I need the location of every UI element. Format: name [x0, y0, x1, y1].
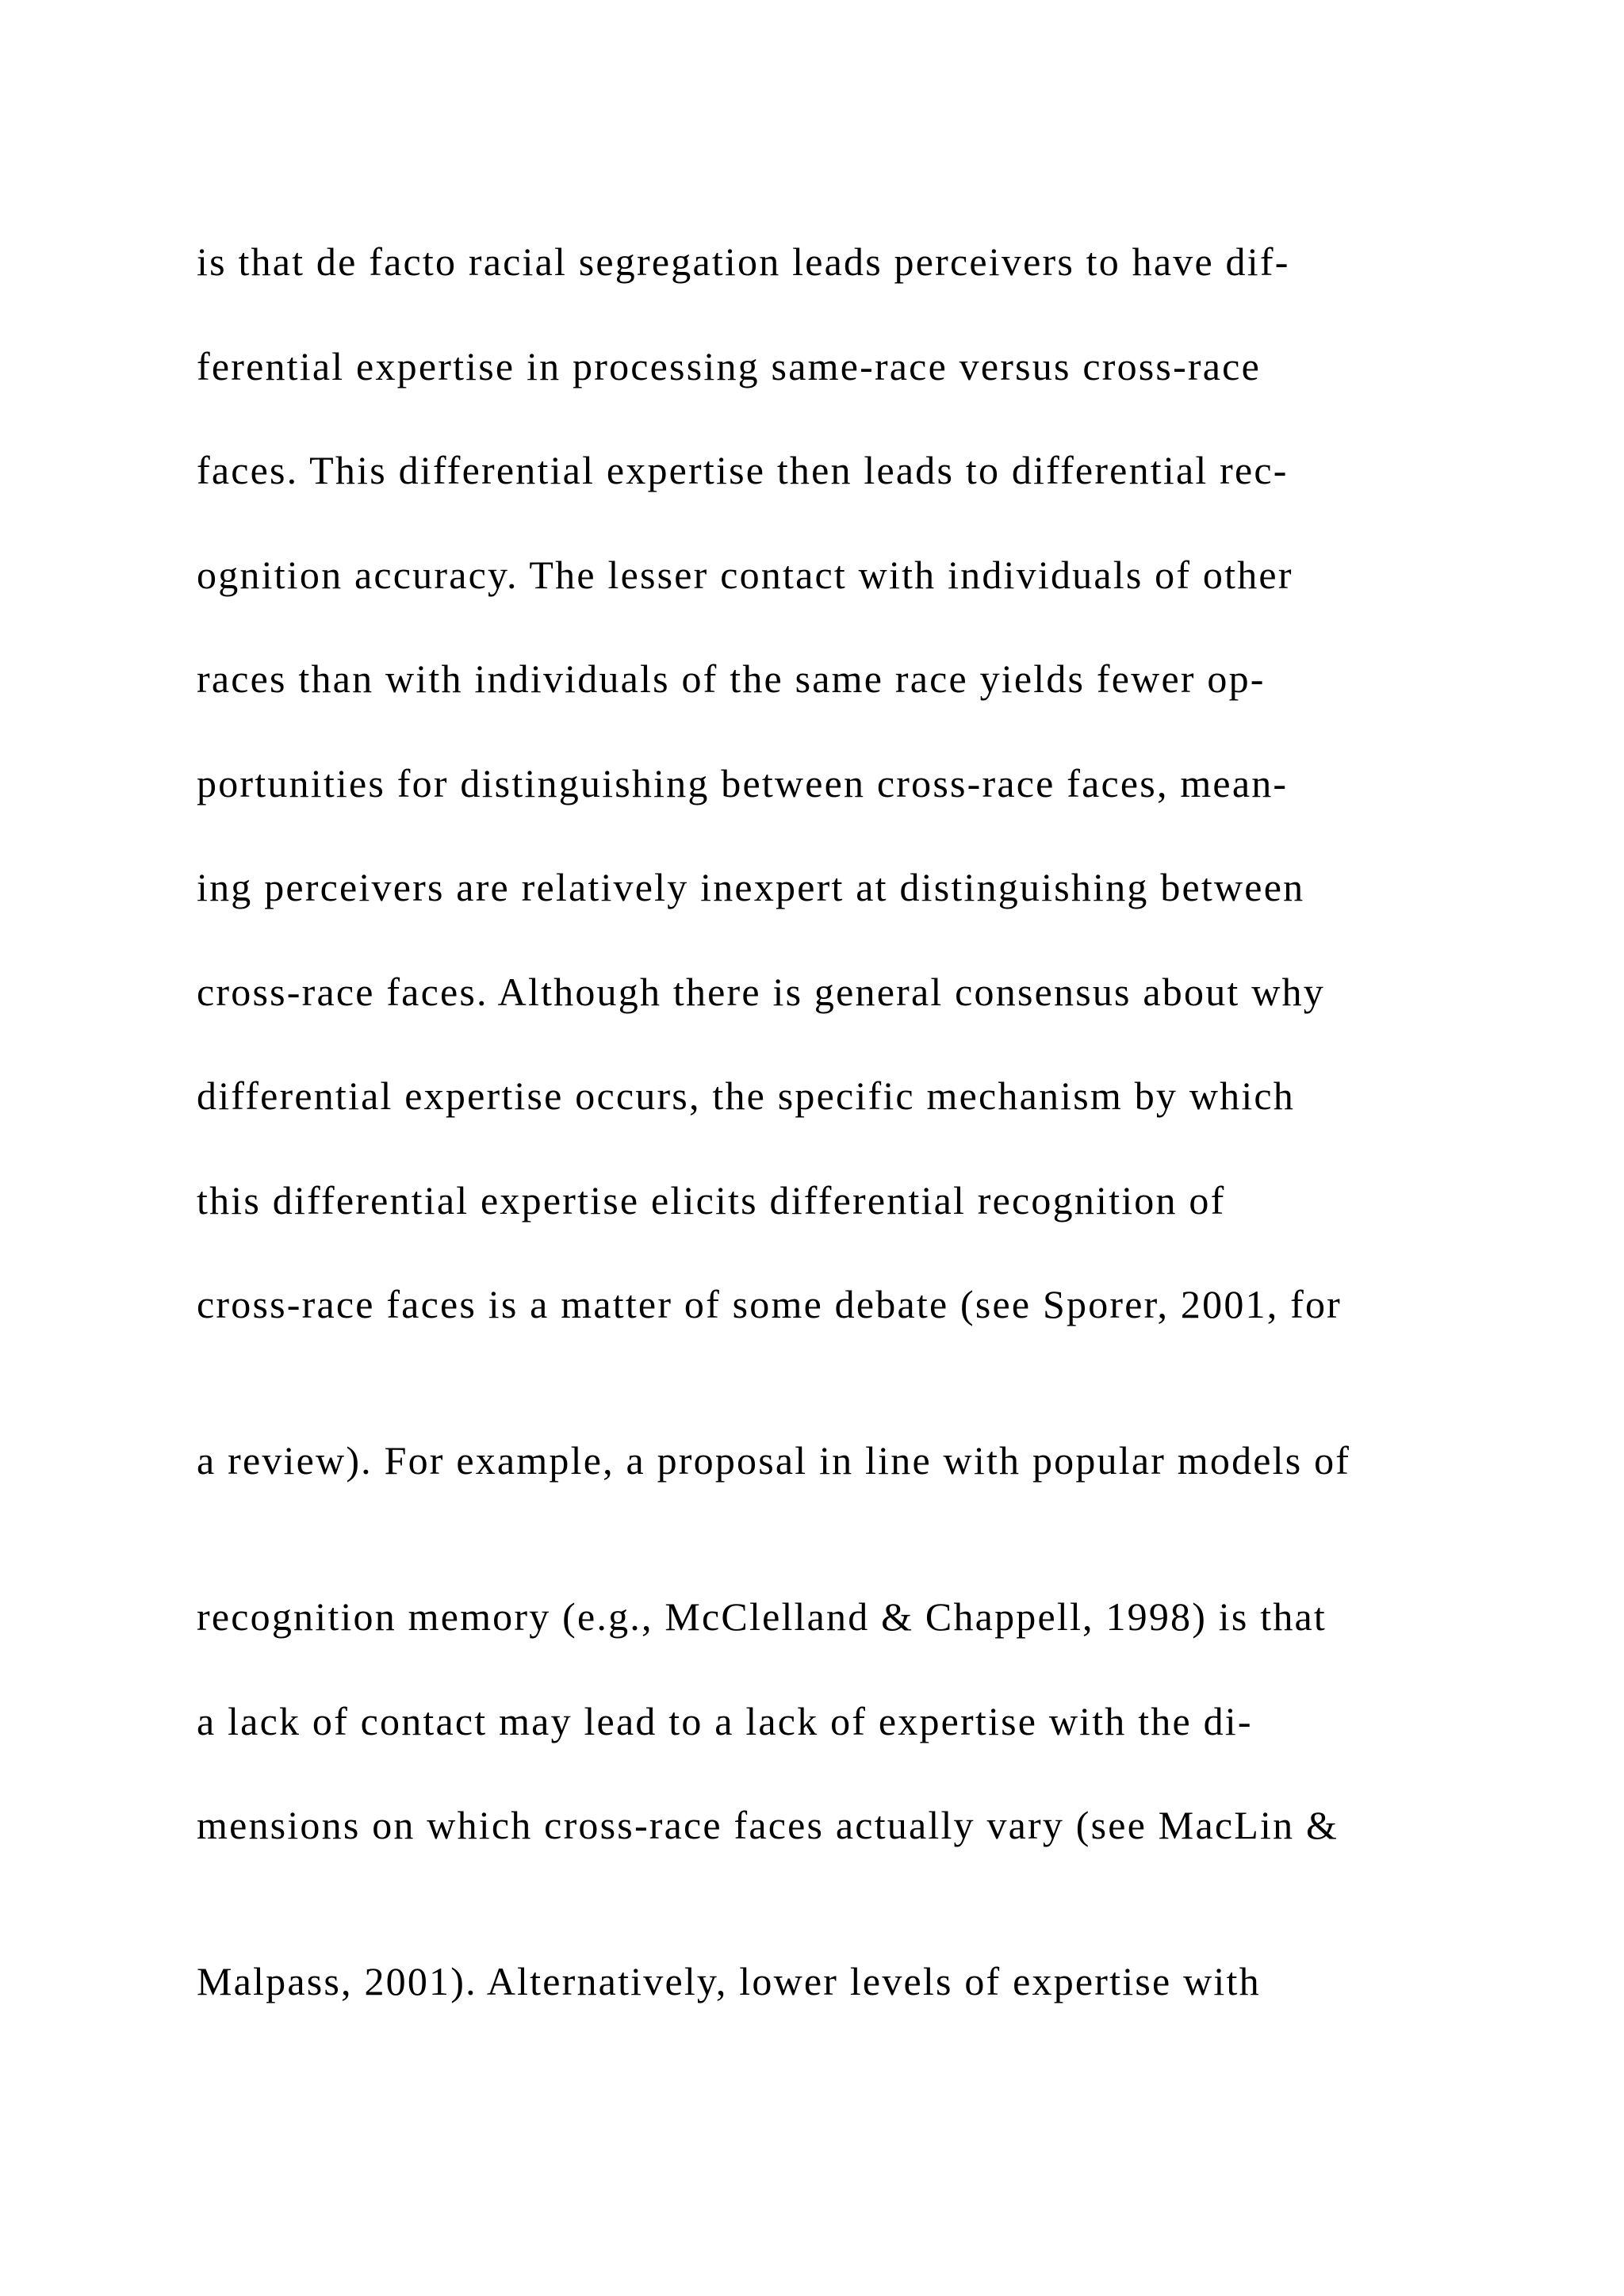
body-text: [197, 238, 1481, 2062]
text-line-14: a lack of contact may lead to a lack of expertise with the di-: [197, 1698, 1253, 1743]
text-line-7: ing perceivers are relatively inexpert at distinguishing between: [197, 865, 1305, 909]
text-line-13: recognition memory (e.g., McClelland & Chappell, 1998) is that: [197, 1594, 1327, 1639]
text-line-1: is that de facto racial segregation leads perceivers to have dif-: [197, 239, 1290, 284]
text-line-11: cross-race faces is a matter of some debate (see Sporer, 2001, for: [197, 1282, 1342, 1326]
text-line-5: races than with individuals of the same race yields fewer op-: [197, 656, 1266, 701]
text-line-9: differential expertise occurs, the specific mechanism by which: [197, 1073, 1296, 1118]
text-line-10: this differential expertise elicits differential recognition of: [197, 1177, 1226, 1223]
text-line-4: ognition accuracy. The lesser contact with individuals of other: [197, 552, 1293, 597]
text-line-6: portunities for distinguishing between cross-race faces, mean-: [197, 760, 1289, 806]
text-line-15: mensions on which cross-race faces actually vary (see MacLin &: [197, 1803, 1339, 1847]
text-line-3: faces. This differential expertise then leads to differential rec-: [197, 448, 1289, 492]
text-line-16: Malpass, 2001). Alternatively, lower levels of expertise with: [197, 1959, 1261, 2003]
text-line-12: a review). For example, a proposal in line with popular models of: [197, 1438, 1351, 1483]
text-line-2: ferential expertise in processing same-race versus cross-race: [197, 343, 1261, 388]
text-line-8: cross-race faces. Although there is general consensus about why: [197, 969, 1325, 1014]
